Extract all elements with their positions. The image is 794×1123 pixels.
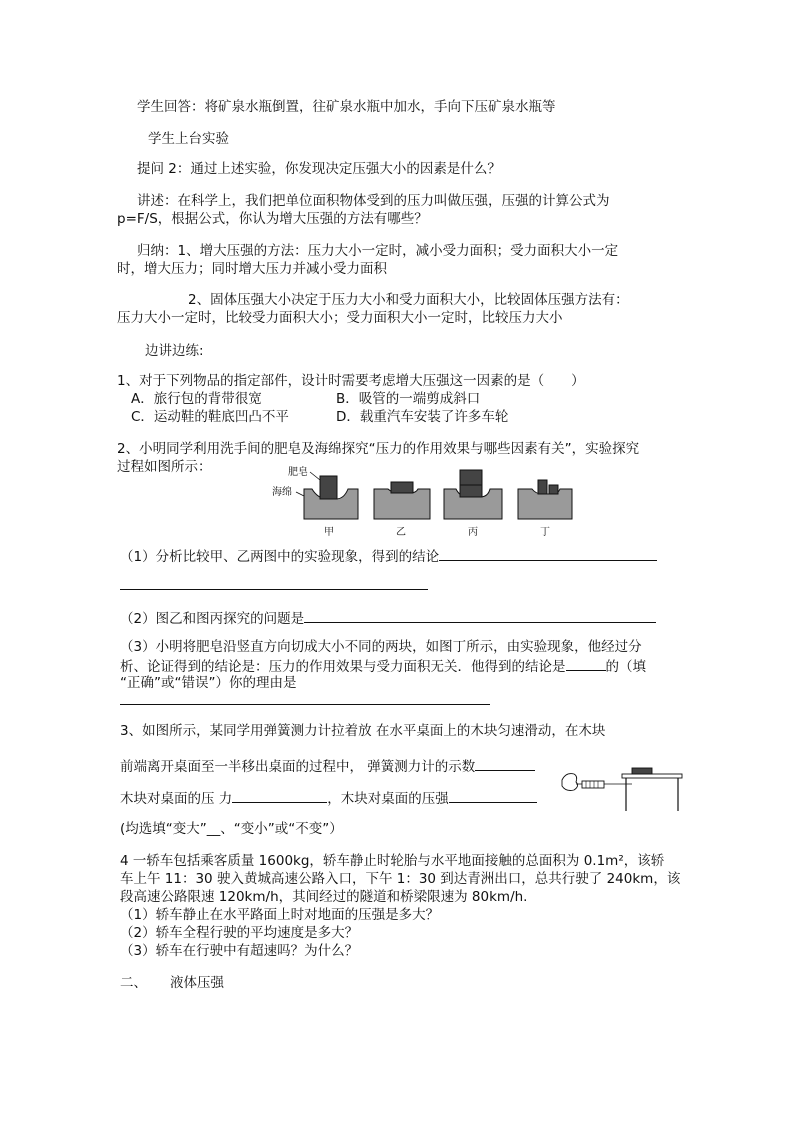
- summary-line-2: 时，增大压力；同时增大压力并减小受力面积: [117, 261, 387, 277]
- spring-scale-icon: [582, 781, 604, 788]
- q4-line-3: 段高速公路限速 120km/h，其间经过的隧道和桥梁限速为 80km/h.: [120, 889, 528, 905]
- soap-label: 肥皂: [288, 467, 308, 478]
- sponge-experiment-figure: [260, 463, 580, 541]
- practice-title: 边讲边练:: [145, 343, 204, 359]
- lecture-line-1: 讲述：在科学上，我们把单位面积物体受到的压力叫做压强，压强的计算公式为: [137, 193, 610, 209]
- wood-block: [632, 768, 652, 774]
- hand-icon: [562, 774, 578, 791]
- q1-option-b: B．吸管的一端剪成斜口: [336, 391, 481, 407]
- q3-pressure-force-blank[interactable]: [232, 788, 327, 803]
- q2-part-1: （1）分析比较甲、乙两图中的实验现象，得到的结论: [120, 546, 657, 566]
- q4-sub-2: （2）轿车全程行驶的平均速度是多大？: [120, 925, 359, 941]
- q2-part-3-line-2: 析、论证得到的结论是：压力的作用效果与受力面积无关．他得到的结论是 的（填: [120, 656, 646, 676]
- q3-line-3: 木块对桌面的压 力 ，木块对桌面的压强: [120, 788, 537, 808]
- q2-part-1-answer-line[interactable]: [120, 589, 428, 590]
- q2-part-3-line-3: “正确”或“错误”）你的理由是: [120, 675, 297, 691]
- sponge-setup-ding: [518, 480, 572, 519]
- q2-part-2: （2）图乙和图丙探究的问题是: [120, 608, 656, 628]
- sponge-setup-bing: [444, 470, 502, 519]
- q3-line-2: 前端离开桌面至一半移出桌面的过程中， 弹簧测力计的示数: [120, 756, 535, 776]
- section-2-title: 液体压强: [170, 975, 224, 991]
- summary-line-4: 压力大小一定时，比较受力面积大小；受力面积大小一定时，比较压力大小: [117, 310, 563, 326]
- q1-option-a: A．旅行包的背带很宽: [131, 391, 262, 407]
- summary-line-1: 归纳：1、增大压强的方法：压力大小一定时，减小受力面积；受力面积大小一定: [137, 243, 619, 259]
- q2-part-3-line-1: （3）小明将肥皂沿竖直方向切成大小不同的两块，如图丁所示，由实验现象，他经过分: [120, 639, 642, 655]
- q2-part-3-judgement-blank[interactable]: [566, 656, 606, 671]
- lecture-line-2: p=F/S，根据公式，你认为增大压强的方法有哪些？: [117, 211, 428, 227]
- table-top: [622, 774, 682, 778]
- caption-yi: 乙: [396, 527, 406, 538]
- sponge-setup-yi: [374, 482, 430, 519]
- q1-option-d: D．载重汽车安装了许多车轮: [336, 409, 509, 425]
- q1-option-c: C．运动鞋的鞋底凹凸不平: [131, 409, 289, 425]
- question-2: 提问 2：通过上述实验，你发现决定压强大小的因素是什么？: [137, 161, 501, 177]
- section-2-number: 二、: [120, 975, 147, 991]
- q4-line-1: 4 一轿车包括乘客质量 1600kg，轿车静止时轮胎与水平地面接触的总面积为 0.1m²，该轿: [120, 853, 665, 869]
- q2-part-3-reason-line[interactable]: [120, 704, 490, 705]
- summary-line-3: 2、固体压强大小决定于压力大小和受力面积大小，比较固体压强方法有：: [188, 292, 629, 308]
- q2-stem-line-1: 2、小明同学利用洗手间的肥皂及海绵探究“压力的作用效果与哪些因素有关”，实验探究: [117, 441, 640, 457]
- sponge-label: 海绵: [272, 487, 292, 498]
- student-experiment: 学生上台实验: [148, 131, 229, 147]
- q3-pressure-blank[interactable]: [449, 788, 537, 803]
- q3-spring-scale-blank[interactable]: [475, 756, 535, 771]
- caption-ding: 丁: [540, 527, 550, 538]
- q4-sub-1: （1）轿车静止在水平路面上时对地面的压强是多大？: [120, 907, 440, 923]
- caption-jia: 甲: [324, 527, 334, 538]
- q1-stem: 1、对于下列物品的指定部件，设计时需要考虑增大压强这一因素的是（ ）: [117, 373, 585, 389]
- sponge-setup-jia: [304, 476, 358, 519]
- q4-line-2: 车上午 11：30 驶入黄城高速公路入口，下午 1：30 到达青洲出口，总共行驶了 240km，该: [120, 871, 681, 887]
- q3-line-1: 3、如图所示，某同学用弹簧测力计拉着放 在水平桌面上的木块匀速滑动，在木块: [120, 723, 606, 739]
- q2-stem-line-2: 过程如图所示：: [117, 459, 212, 475]
- student-answer: 学生回答：将矿泉水瓶倒置，往矿泉水瓶中加水，手向下压矿泉水瓶等: [137, 99, 556, 115]
- caption-bing: 丙: [468, 527, 478, 538]
- q4-sub-3: （3）轿车在行驶中有超速吗？为什么？: [120, 943, 359, 959]
- spring-scale-table-figure: [560, 764, 684, 812]
- q3-line-4: (均选填“变大”__、“变小”或“不变”）: [120, 821, 343, 837]
- q2-part-1-answer-blank[interactable]: [439, 546, 657, 561]
- q2-part-2-answer-blank[interactable]: [304, 608, 656, 623]
